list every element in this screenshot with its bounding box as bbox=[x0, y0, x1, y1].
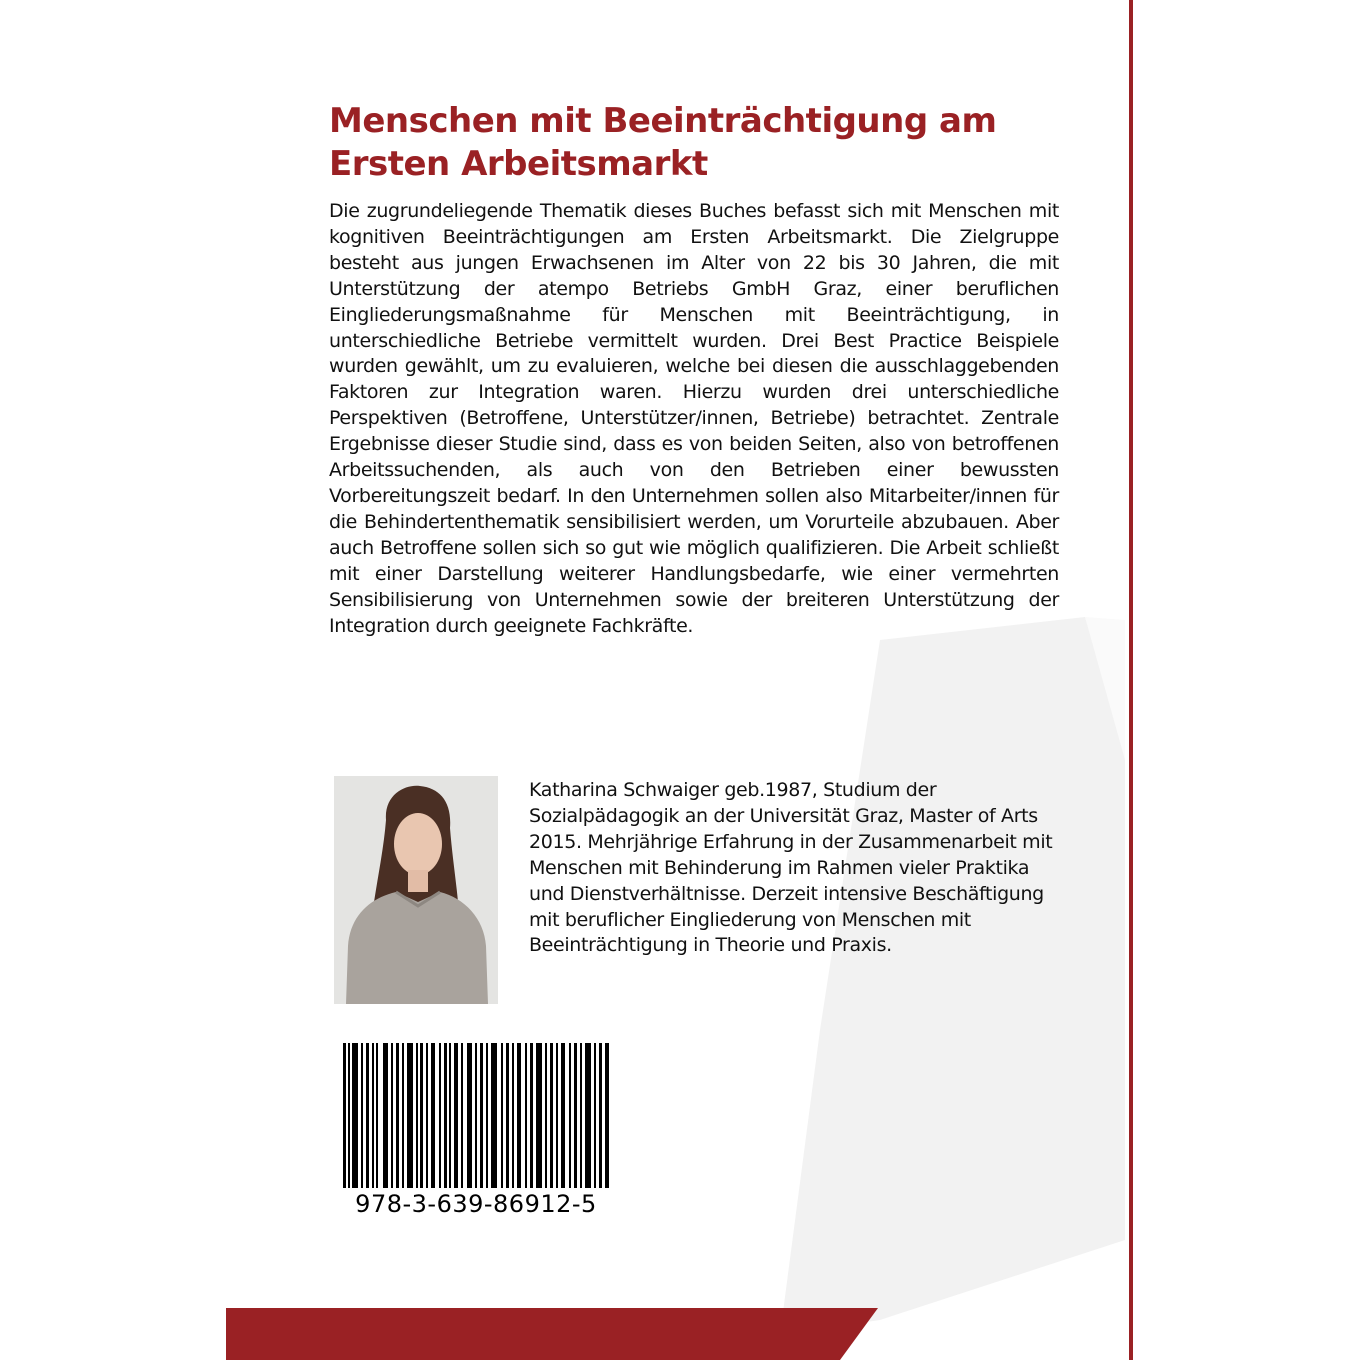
barcode-bar bbox=[517, 1043, 521, 1188]
barcode-bar bbox=[426, 1043, 428, 1188]
barcode-bar bbox=[530, 1043, 533, 1188]
barcode-bar bbox=[383, 1043, 388, 1188]
barcode-bar bbox=[594, 1043, 596, 1188]
barcode-bar bbox=[545, 1043, 547, 1188]
barcode-bar bbox=[536, 1043, 542, 1188]
barcode-bar bbox=[396, 1043, 399, 1188]
barcode-bar bbox=[420, 1043, 423, 1188]
barcode-bar bbox=[361, 1043, 363, 1188]
barcode-bar bbox=[348, 1043, 350, 1188]
barcode-bar bbox=[561, 1043, 565, 1188]
barcode-bar bbox=[574, 1043, 577, 1188]
barcode-bar bbox=[599, 1043, 602, 1188]
barcode-bar bbox=[407, 1043, 413, 1188]
barcode-bar bbox=[525, 1043, 527, 1188]
author-bio: Katharina Schwaiger geb.1987, Studium der Sozialpädagogik an der Universität Graz, Master of Arts 2015. Mehrjährige Erfahrung in der Zusammenarbeit mit Menschen mit Behinderung im Rahmen vieler Praktika und Dienstverhältnisse. Derzeit intensive Beschäftigung mit beruflicher Eingliederung von Menschen mit Beeinträchtigung in Theorie und Praxis. bbox=[529, 779, 1053, 957]
barcode-bar bbox=[491, 1043, 497, 1188]
barcode-bar bbox=[512, 1043, 514, 1188]
barcode-bar bbox=[461, 1043, 463, 1188]
isbn-barcode bbox=[343, 1043, 609, 1188]
barcode-bar bbox=[391, 1043, 393, 1188]
isbn-number: 978-3-639-86912-5 bbox=[355, 1190, 597, 1218]
bottom-accent-band bbox=[226, 1308, 878, 1360]
barcode-bar bbox=[366, 1043, 369, 1188]
barcode-bar bbox=[585, 1043, 591, 1188]
barcode-bar bbox=[444, 1043, 447, 1188]
barcode-bar bbox=[402, 1043, 404, 1188]
barcode-bar bbox=[372, 1043, 374, 1188]
barcode-bar bbox=[376, 1043, 378, 1188]
barcode-bar bbox=[506, 1043, 509, 1188]
barcode-bar bbox=[486, 1043, 488, 1188]
barcode-bar bbox=[454, 1043, 458, 1188]
barcode-bar bbox=[580, 1043, 582, 1188]
barcode-bar bbox=[467, 1043, 472, 1188]
barcode-bar bbox=[449, 1043, 451, 1188]
book-title: Menschen mit Beeinträchtigung am Ersten Arbeitsmarkt bbox=[329, 101, 997, 184]
barcode-bar bbox=[556, 1043, 558, 1188]
author-photo bbox=[334, 776, 498, 1004]
barcode-bar bbox=[605, 1043, 609, 1188]
barcode-bar bbox=[416, 1043, 418, 1188]
barcode-bar bbox=[431, 1043, 435, 1188]
barcode-bar bbox=[550, 1043, 553, 1188]
barcode-bar bbox=[475, 1043, 477, 1188]
right-accent-line bbox=[1129, 0, 1133, 1360]
diagonal-stripe-shape bbox=[780, 617, 1125, 1335]
barcode-bar bbox=[343, 1043, 346, 1188]
barcode-bar bbox=[501, 1043, 503, 1188]
book-abstract: Die zugrundeliegende Thematik dieses Buches befasst sich mit Menschen mit kognitiven Beeinträchtigungen am Ersten Arbeitsmarkt. Die Zielgruppe besteht aus jungen Erwachsenen im Alter von 22 bis 30 Jahren, die mit Unterstützung der atempo Betriebs GmbH Graz, einer beruflichen Eingliederungsmaßnahme für Menschen mit Beeinträchtigung, in unterschiedliche Betriebe vermittelt wurden. Drei Best Practice Beispiele wurden gewählt, um zu evaluieren, welche bei diesen die ausschlaggebenden Faktoren zur Integration waren. Hierzu wurden drei unterschiedliche Perspektiven (Betroffene, Unterstützer/innen, Betriebe) betrachtet. Zentrale Ergebnisse dieser Studie sind, dass es von beiden Seiten, also von betroffenen Arbeitssuchenden, als auch von den Betrieben einer bewussten Vorbereitungszeit bedarf. In den Unternehmen sollen also Mitarbeiter/innen für die Behindertenthematik sensibilisiert werden, um Vorurteile abzubauen. Aber auch Betroffene sollen sich so gut wie möglich qualifizieren. Die Arbeit schließt mit einer Darstellung weiterer Handlungsbedarfe, wie einer vermehrten Sensibilisierung von Unternehmen sowie der breiteren Unterstützung der Integration durch geeignete Fachkräfte. bbox=[329, 200, 1059, 637]
barcode-bar bbox=[439, 1043, 441, 1188]
barcode-bar bbox=[480, 1043, 483, 1188]
barcode-bar bbox=[569, 1043, 571, 1188]
barcode-bar bbox=[352, 1043, 358, 1188]
